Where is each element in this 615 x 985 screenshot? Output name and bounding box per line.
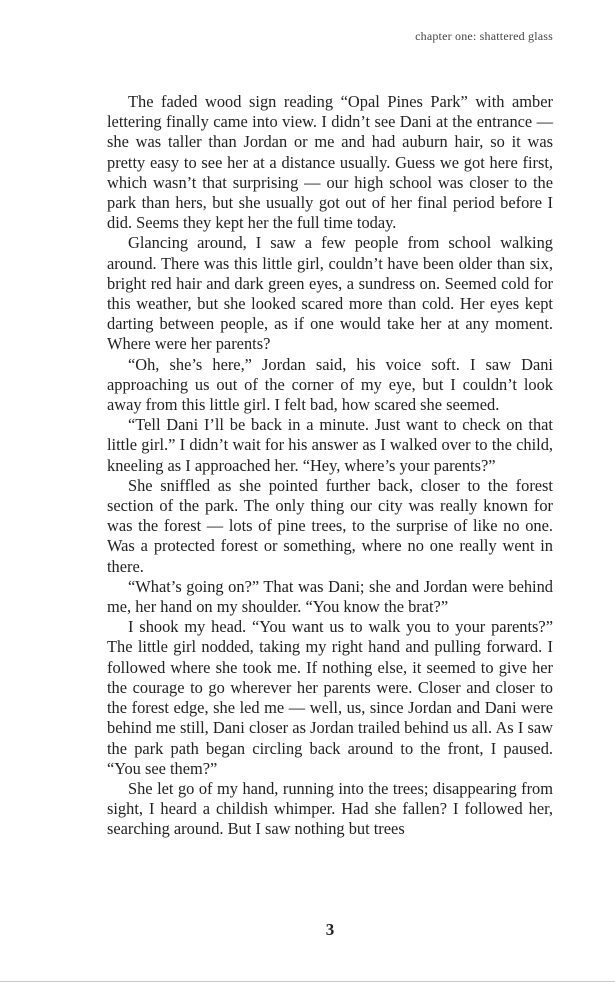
paragraph: “What’s going on?” That was Dani; she and Jordan were behind me, her hand on my shoulder. “You know the brat?” xyxy=(107,576,553,617)
paragraph: Glancing around, I saw a few people from school walking around. There was this little girl, couldn’t have been older than six, bright red hair and dark green eyes, a sundress on. Seemed cold for this weather, but she looked scared more than cold. Her eyes kept darting between people, as if one would take her at any moment. Where were her parents? xyxy=(107,233,553,354)
running-head: chapter one: shattered glass xyxy=(415,29,553,43)
paragraph: “Tell Dani I’ll be back in a minute. Just want to check on that little girl.” I didn’t wait for his answer as I walked over to the child, kneeling as I approached her. “Hey, where’s your parents?” xyxy=(107,415,553,475)
paragraph: She let go of my hand, running into the trees; disappearing from sight, I heard a childish whimper. Had she fallen? I followed her, searching around. But I saw nothing but trees xyxy=(107,778,553,839)
paragraph: “Oh, she’s here,” Jordan said, his voice soft. I saw Dani approaching us out of the corner of my eye, but I couldn’t look away from this little girl. I felt bad, how scared she seemed. xyxy=(107,354,553,415)
body-text xyxy=(107,92,553,840)
paragraph: I shook my head. “You want us to walk you to your parents?” The little girl nodded, taking my right hand and pulling forward. I followed where she took me. If nothing else, it seemed to give her the courage to go wherever her parents were. Closer and closer to the forest edge, she led me — well, us, since Jordan and Dani were behind me still, Dani closer as Jordan trailed behind us all. As I saw the park path began circling back around to the front, I paused. “You see them?” xyxy=(107,617,553,778)
paragraph: She sniffled as she pointed further back, closer to the forest section of the park. The only thing our city was really known for was the forest — lots of pine trees, to the surprise of like no one. Was a protected forest or something, where no one really went in there. xyxy=(107,475,553,576)
page-number: 3 xyxy=(325,920,335,939)
paragraph: The faded wood sign reading “Opal Pines Park” with amber lettering finally came into view. I didn’t see Dani at the entrance — she was taller than Jordan or me and had auburn hair, so it was pretty easy to see her at a distance usually. Guess we got here first, which wasn’t that surprising — our high school was closer to the park than hers, but she usually got out of her final period before I did. Seems they kept her the full time today. xyxy=(107,92,553,233)
bottom-divider xyxy=(0,981,615,982)
